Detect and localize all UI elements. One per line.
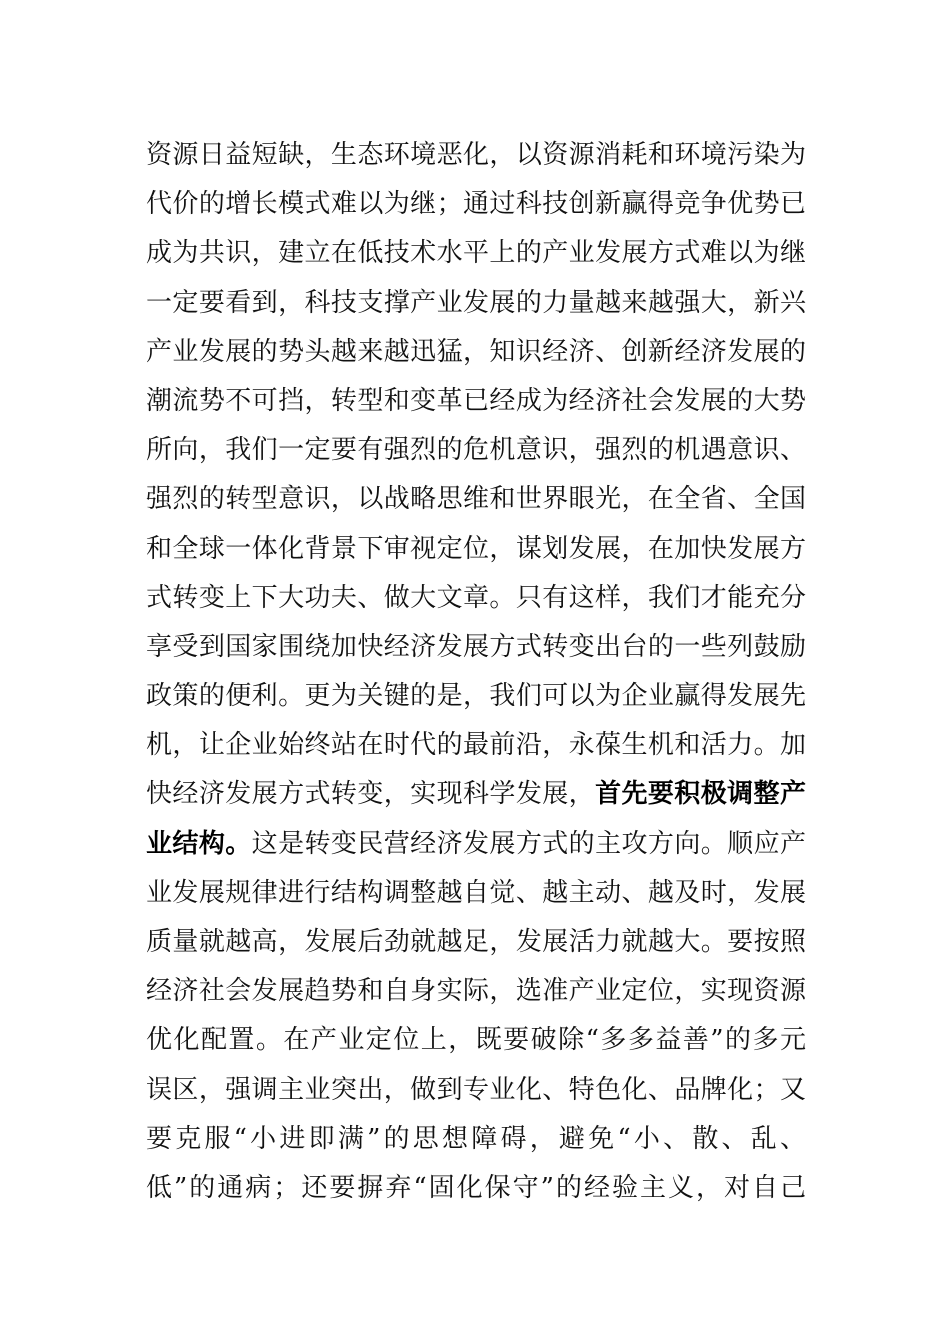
text-segment: 机，让企业始终站在时代的最前沿，永葆生机和活力。加 <box>146 730 806 761</box>
text-line <box>146 1164 806 1213</box>
text-segment: 质量就越高，发展后劲就越足，发展活力就越大。要按照 <box>146 927 806 957</box>
text-segment: 这是转变民营经济发展方式的主攻方向。顺应产 <box>251 828 806 859</box>
text-line <box>146 918 806 967</box>
text-line <box>146 869 806 918</box>
text-segment: 潮流势不可挡，转型和变革已经成为经济社会发展的大势 <box>146 385 806 416</box>
body-paragraph <box>146 131 806 1213</box>
text-line <box>146 672 806 721</box>
text-line <box>146 820 806 869</box>
text-line <box>146 377 806 426</box>
text-segment: 产业发展的势头越来越迅猛，知识经济、创新经济发展的 <box>146 336 806 367</box>
text-segment: 强烈的转型意识，以战略思维和世界眼光，在全省、全国 <box>146 484 806 515</box>
text-segment: 经济社会发展趋势和自身实际，选准产业定位，实现资源 <box>146 976 806 1007</box>
text-segment: 所向，我们一定要有强烈的危机意识，强烈的机遇意识、 <box>146 435 806 466</box>
text-segment: 一定要看到，科技支撑产业发展的力量越来越强大，新兴 <box>146 287 806 318</box>
text-segment: 快经济发展方式转变，实现科学发展， <box>146 779 596 810</box>
text-line <box>146 770 806 819</box>
text-line <box>146 131 806 180</box>
text-line <box>146 1115 806 1164</box>
text-segment: 和全球一体化背景下审视定位，谋划发展，在加快发展方 <box>146 533 806 564</box>
text-line <box>146 475 806 524</box>
text-line <box>146 180 806 229</box>
text-line <box>146 279 806 328</box>
text-segment: 代价的增长模式难以为继；通过科技创新赢得竞争优势已 <box>146 189 806 220</box>
emphasis-text: 业结构。 <box>146 828 252 859</box>
text-segment: 享受到国家围绕加快经济发展方式转变出台的一些列鼓励 <box>146 631 806 662</box>
text-segment: 业发展规律进行结构调整越自觉、越主动、越及时，发展 <box>146 877 806 908</box>
text-line <box>146 721 806 770</box>
text-line <box>146 1066 806 1115</box>
text-line <box>146 426 806 475</box>
text-segment: 资源日益短缺，生态环境恶化，以资源消耗和环境污染为 <box>146 140 806 170</box>
text-line <box>146 623 806 672</box>
text-line <box>146 328 806 377</box>
text-line <box>146 525 806 574</box>
text-line <box>146 229 806 278</box>
text-line <box>146 1016 806 1065</box>
text-segment: 政策的便利。更为关键的是，我们可以为企业赢得发展先 <box>146 681 806 712</box>
text-segment: 要克服“小进即满”的思想障碍，避免“小、散、乱、 <box>146 1123 806 1154</box>
text-segment: 优化配置。在产业定位上，既要破除“多多益善”的多元 <box>146 1025 806 1056</box>
text-segment: 成为共识，建立在低技术水平上的产业发展方式难以为继 <box>146 238 806 269</box>
emphasis-text: 首先要积极调整产 <box>595 779 806 810</box>
text-segment: 低”的通病；还要摒弃“固化保守”的经验主义，对自己 <box>146 1172 806 1203</box>
text-segment: 式转变上下大功夫、做大文章。只有这样，我们才能充分 <box>146 582 806 613</box>
text-line <box>146 967 806 1016</box>
text-line <box>146 574 806 623</box>
text-segment: 误区，强调主业突出，做到专业化、特色化、品牌化；又 <box>146 1074 806 1105</box>
